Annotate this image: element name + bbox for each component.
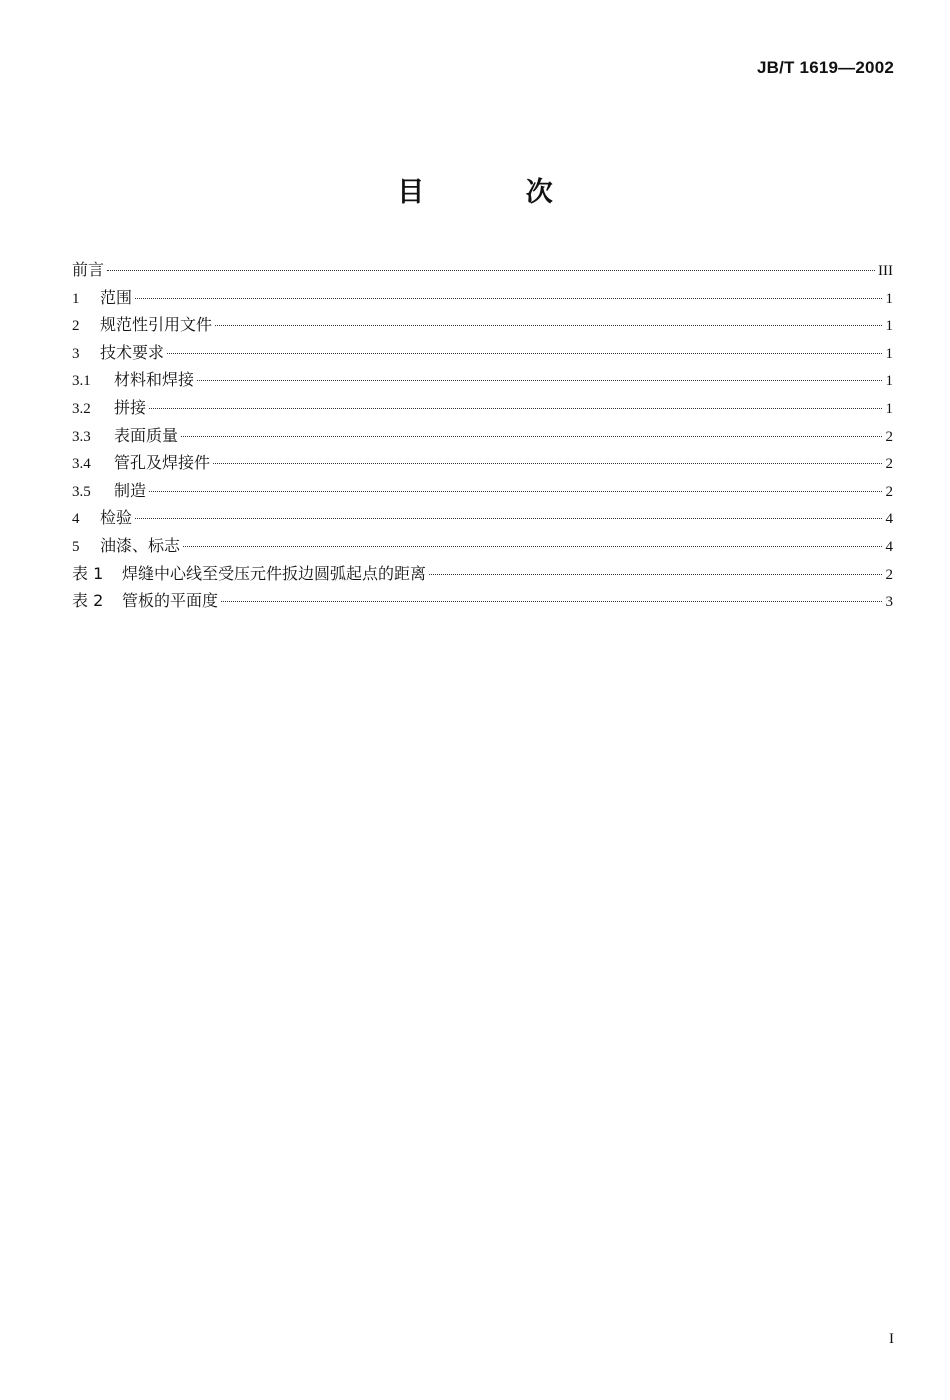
toc-entry-number: 3.5: [72, 483, 91, 500]
dot-leader: [221, 601, 882, 602]
toc-entry-number: 表 2: [72, 591, 104, 611]
dot-leader: [183, 546, 882, 547]
toc-entry-label: 管孔及焊接件: [114, 453, 211, 473]
dot-leader: [149, 491, 882, 492]
toc-entry-page: 4: [885, 511, 893, 528]
toc-entry-splicing[interactable]: [72, 395, 893, 423]
toc-entry-number: 3.3: [72, 428, 91, 445]
toc-entry-inspection[interactable]: [72, 505, 893, 533]
toc-entry-label: 表面质量: [114, 425, 179, 445]
dot-leader: [181, 436, 882, 437]
toc-entry-number: 3.1: [72, 373, 91, 390]
standard-code: JB/T 1619—2002: [757, 58, 894, 77]
toc-entry-number: 5: [72, 538, 80, 555]
toc-entry-normative-references[interactable]: [72, 312, 893, 340]
toc-entry-number: 2: [72, 318, 80, 335]
toc-entry-page: 4: [885, 538, 893, 555]
toc-entry-scope[interactable]: [72, 285, 893, 313]
toc-entry-number: 3.2: [72, 400, 91, 417]
toc-entry-label: 技术要求: [100, 342, 165, 362]
dot-leader: [429, 574, 882, 575]
toc-entry-label: 前言: [72, 260, 105, 279]
dot-leader: [107, 270, 875, 271]
toc-entry-number: 3.4: [72, 456, 91, 473]
toc-entry-page: 1: [885, 373, 893, 390]
toc-entry-surface-quality[interactable]: [72, 423, 893, 451]
dot-leader: [167, 353, 882, 354]
toc-entry-page: 1: [885, 400, 893, 417]
toc-entry-page: 1: [885, 318, 893, 335]
toc-entry-number: 表 1: [72, 563, 104, 583]
toc-entry-page: 3: [885, 594, 893, 611]
toc-entry-label: 规范性引用文件: [100, 315, 213, 335]
toc-entry-label: 拼接: [114, 397, 147, 417]
toc-entry-materials-welding[interactable]: [72, 367, 893, 395]
toc-entry-label: 范围: [100, 287, 133, 307]
toc-entry-label: 制造: [114, 480, 147, 500]
dot-leader: [215, 325, 882, 326]
toc-entry-number: 3: [72, 345, 80, 362]
table-of-contents: [72, 257, 893, 616]
toc-entry-table-1[interactable]: [72, 561, 893, 589]
toc-entry-page: 2: [885, 483, 893, 500]
toc-entry-page: 1: [885, 345, 893, 362]
toc-entry-page: 2: [885, 428, 893, 445]
toc-entry-table-2[interactable]: [72, 588, 893, 616]
toc-entry-page: 1: [885, 290, 893, 307]
toc-entry-number: 4: [72, 511, 80, 528]
dot-leader: [135, 518, 882, 519]
toc-entry-page: 2: [885, 456, 893, 473]
toc-entry-page: 2: [885, 566, 893, 583]
toc-entry-label: 管板的平面度: [122, 591, 219, 611]
toc-entry-technical-requirements[interactable]: [72, 340, 893, 368]
page-title: 目 次: [397, 177, 599, 208]
dot-leader: [197, 380, 882, 381]
toc-entry-label: 油漆、标志: [100, 535, 181, 555]
toc-entry-page: III: [878, 263, 893, 279]
dot-leader: [149, 408, 882, 409]
toc-entry-foreword[interactable]: [72, 257, 893, 285]
toc-entry-label: 材料和焊接: [114, 370, 195, 390]
toc-entry-label: 检验: [100, 508, 133, 528]
toc-entry-label: 焊缝中心线至受压元件扳边圆弧起点的距离: [122, 563, 427, 583]
toc-entry-tube-holes[interactable]: [72, 450, 893, 478]
dot-leader: [135, 298, 882, 299]
toc-entry-paint-marking[interactable]: [72, 533, 893, 561]
toc-entry-number: 1: [72, 290, 80, 307]
dot-leader: [213, 463, 882, 464]
toc-entry-manufacturing[interactable]: [72, 478, 893, 506]
page-number: I: [889, 1331, 894, 1347]
